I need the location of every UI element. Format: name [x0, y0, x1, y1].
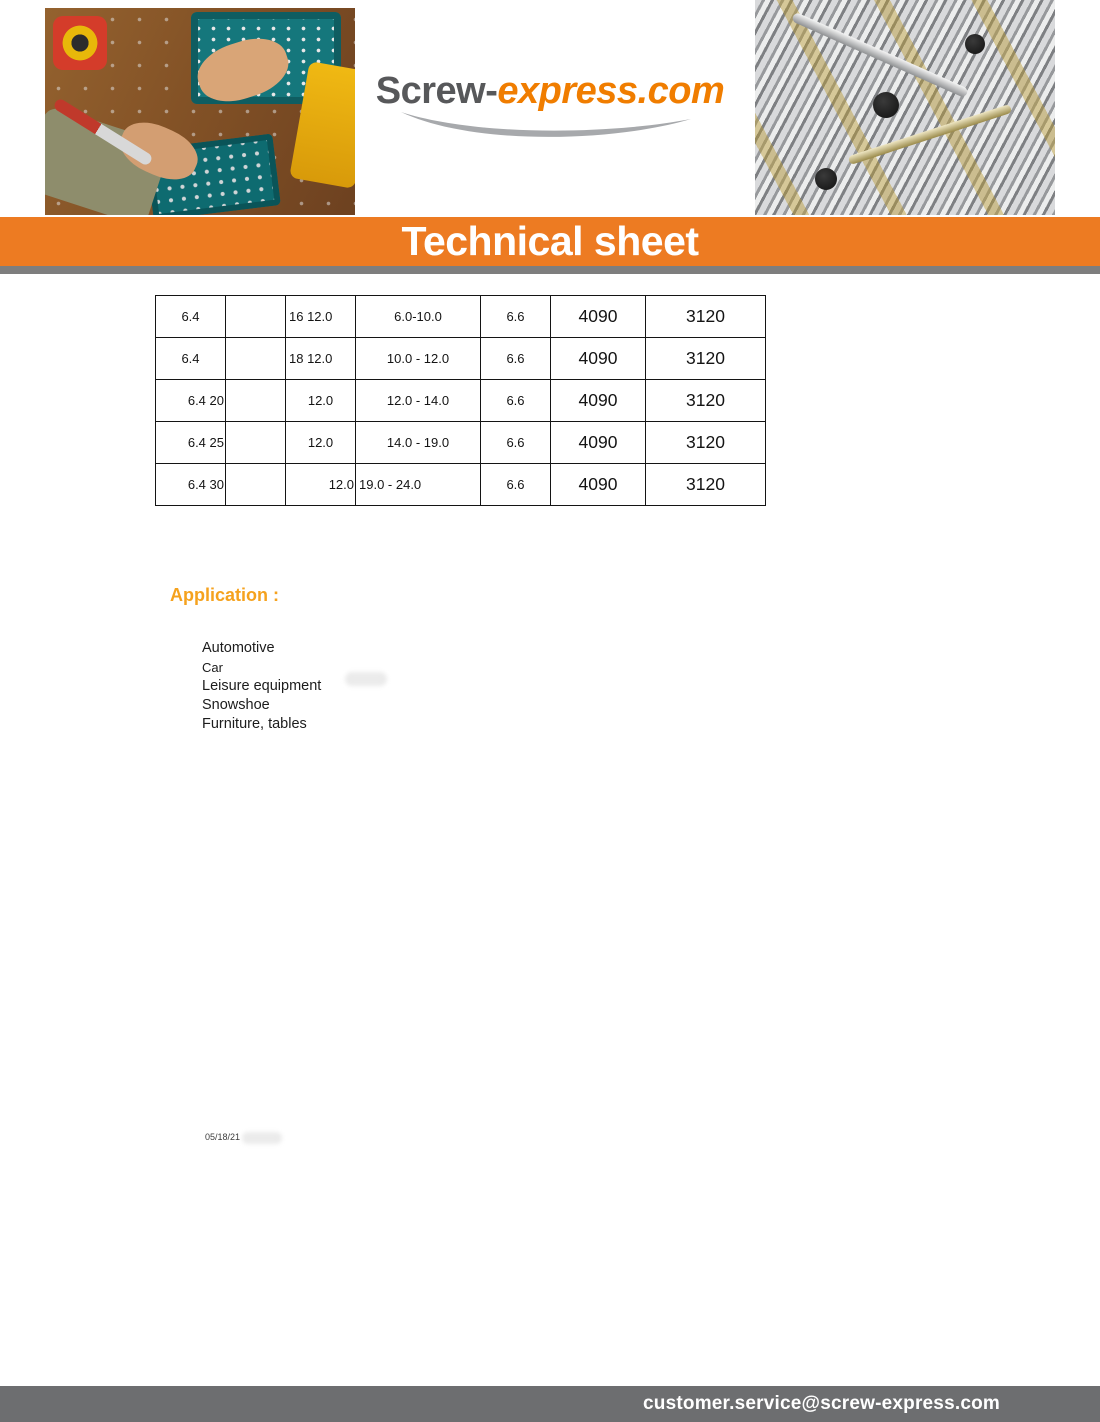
table-cell: 6.6: [481, 464, 551, 506]
table-cell: 16 12.0: [286, 296, 356, 338]
table-cell: 12.0: [286, 380, 356, 422]
application-item: Automotive: [202, 640, 275, 656]
page-footer: [0, 1386, 1100, 1422]
revision-date: 05/18/21: [205, 1132, 241, 1142]
application-item: Snowshoe: [202, 697, 270, 713]
specification-table: [155, 295, 766, 506]
logo-part-screw: Screw-: [375, 70, 498, 112]
application-section: [170, 585, 321, 734]
screws-photo: [755, 0, 1055, 215]
print-smudge: [345, 672, 387, 686]
table-cell: [226, 380, 286, 422]
table-cell: 3120: [646, 422, 766, 464]
application-heading: Application :: [170, 585, 279, 605]
customer-service-email: customer.service@screw-express.com: [643, 1393, 1000, 1414]
table-cell: [226, 296, 286, 338]
table-cell: 3120: [646, 338, 766, 380]
table-cell: 19.0 - 24.0: [356, 464, 481, 506]
page-title: Technical sheet: [401, 218, 699, 264]
table-cell: 6.4 25: [156, 422, 226, 464]
table-cell: 18 12.0: [286, 338, 356, 380]
screw-head-shape: [815, 168, 837, 190]
title-banner: [0, 217, 1100, 266]
table-cell: [226, 422, 286, 464]
table-cell: 4090: [551, 296, 646, 338]
logo-text: [365, 70, 735, 113]
banner-shadow-bar: [0, 266, 1100, 274]
table-cell: 4090: [551, 380, 646, 422]
table-cell: [226, 338, 286, 380]
table-cell: 4090: [551, 464, 646, 506]
table-cell: 12.0: [286, 464, 356, 506]
application-list: [202, 639, 321, 734]
logo-swoosh-icon: [395, 109, 695, 143]
table-cell: [226, 464, 286, 506]
table-cell: 4090: [551, 338, 646, 380]
table-cell: 6.6: [481, 338, 551, 380]
table-cell: 6.6: [481, 296, 551, 338]
table-cell: 3120: [646, 296, 766, 338]
table-cell: 6.6: [481, 422, 551, 464]
print-smudge: [242, 1132, 282, 1144]
screw-head-shape: [873, 92, 899, 118]
table-cell: 6.6: [481, 380, 551, 422]
table-cell: 6.4 30: [156, 464, 226, 506]
table-cell: 4090: [551, 422, 646, 464]
application-item: Leisure equipment: [202, 678, 322, 694]
table-cell: 3120: [646, 464, 766, 506]
table-cell: 6.4 20: [156, 380, 226, 422]
table-cell: 6.4: [156, 338, 226, 380]
table-cell: 12.0 - 14.0: [356, 380, 481, 422]
logo-part-express: express.com: [497, 70, 725, 112]
table-cell: 3120: [646, 380, 766, 422]
workbench-photo: [45, 8, 355, 215]
brand-logo: [365, 70, 735, 143]
application-item: Car: [202, 660, 223, 675]
screw-head-shape: [965, 34, 985, 54]
table-cell: 12.0: [286, 422, 356, 464]
tape-measure-shape: [53, 16, 107, 70]
application-item: Furniture, tables: [202, 716, 307, 732]
page-header: [0, 0, 1100, 218]
table-cell: 6.4: [156, 296, 226, 338]
table-cell: 10.0 - 12.0: [356, 338, 481, 380]
table-cell: 6.0-10.0: [356, 296, 481, 338]
table-cell: 14.0 - 19.0: [356, 422, 481, 464]
